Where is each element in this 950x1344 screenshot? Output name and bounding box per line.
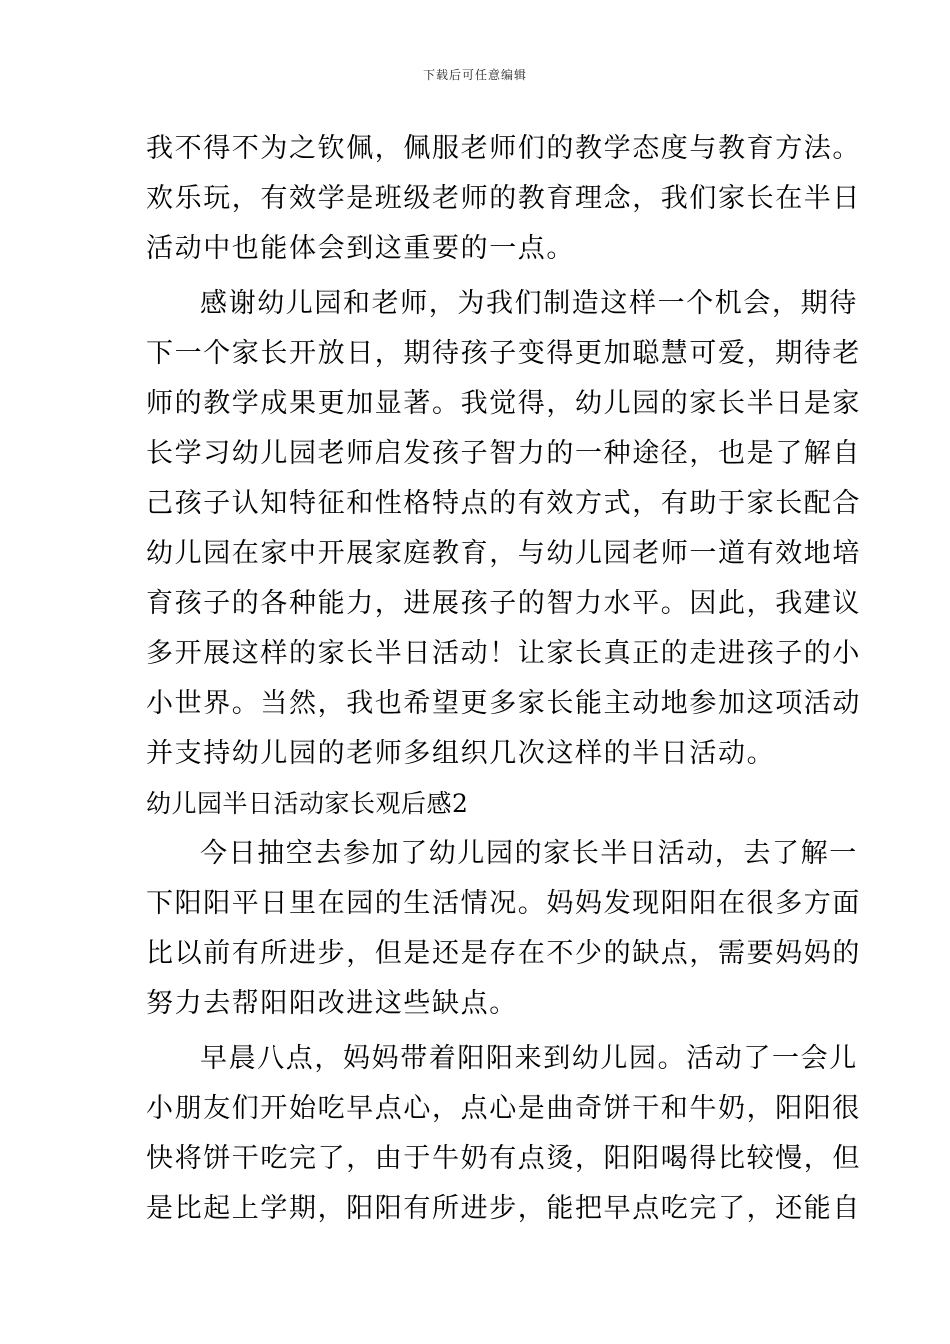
text-line: 我不得不为之钦佩，佩服老师们的教学态度与教育方法。 <box>146 133 861 164</box>
paragraph <box>146 124 861 274</box>
text-line: 快将饼干吃完了，由于牛奶有点烫，阳阳喝得比较慢，但 <box>146 1143 861 1174</box>
text-line: 是比起上学期，阳阳有所进步，能把早点吃完了，还能自 <box>146 1193 861 1224</box>
text-line: 育孩子的各种能力，进展孩子的智力水平。因此，我建议 <box>146 588 861 619</box>
text-line: 今日抽空去参加了幼儿园的家长半日活动，去了解一 <box>200 838 858 869</box>
text-line: 己孩子认知特征和性格特点的有效方式，有助于家长配合 <box>146 488 861 519</box>
text-line: 下一个家长开放日，期待孩子变得更加聪慧可爱，期待老 <box>146 338 861 369</box>
text-line: 多开展这样的家长半日活动！让家长真正的走进孩子的小 <box>146 638 861 669</box>
section-heading: 幼儿园半日活动家长观后感2 <box>146 789 469 818</box>
text-line: 小世界。当然，我也希望更多家长能主动地参加这项活动 <box>146 688 861 719</box>
text-line: 幼儿园在家中开展家庭教育，与幼儿园老师一道有效地培 <box>146 538 861 569</box>
text-line: 活动中也能体会到这重要的一点。 <box>146 233 575 264</box>
paragraph <box>146 1034 861 1234</box>
document-body <box>146 124 861 1234</box>
text-line: 师的教学成果更加显著。我觉得，幼儿园的家长半日是家 <box>146 388 861 419</box>
paragraph <box>146 279 861 779</box>
text-line: 比以前有所进步，但是还是存在不少的缺点，需要妈妈的 <box>146 938 861 969</box>
text-line: 早晨八点，妈妈带着阳阳来到幼儿园。活动了一会儿 <box>200 1043 858 1074</box>
text-line: 并支持幼儿园的老师多组织几次这样的半日活动。 <box>146 738 776 769</box>
text-line: 小朋友们开始吃早点心，点心是曲奇饼干和牛奶，阳阳很 <box>146 1093 861 1124</box>
text-line: 长学习幼儿园老师启发孩子智力的一种途径，也是了解自 <box>146 438 861 469</box>
text-line: 下阳阳平日里在园的生活情况。妈妈发现阳阳在很多方面 <box>146 888 861 919</box>
paragraph <box>146 829 861 1029</box>
text-line: 欢乐玩，有效学是班级老师的教育理念，我们家长在半日 <box>146 183 861 214</box>
text-line: 努力去帮阳阳改进这些缺点。 <box>146 988 518 1019</box>
text-line: 感谢幼儿园和老师，为我们制造这样一个机会，期待 <box>200 288 858 319</box>
page-header-note: 下载后可任意编辑 <box>422 68 527 82</box>
